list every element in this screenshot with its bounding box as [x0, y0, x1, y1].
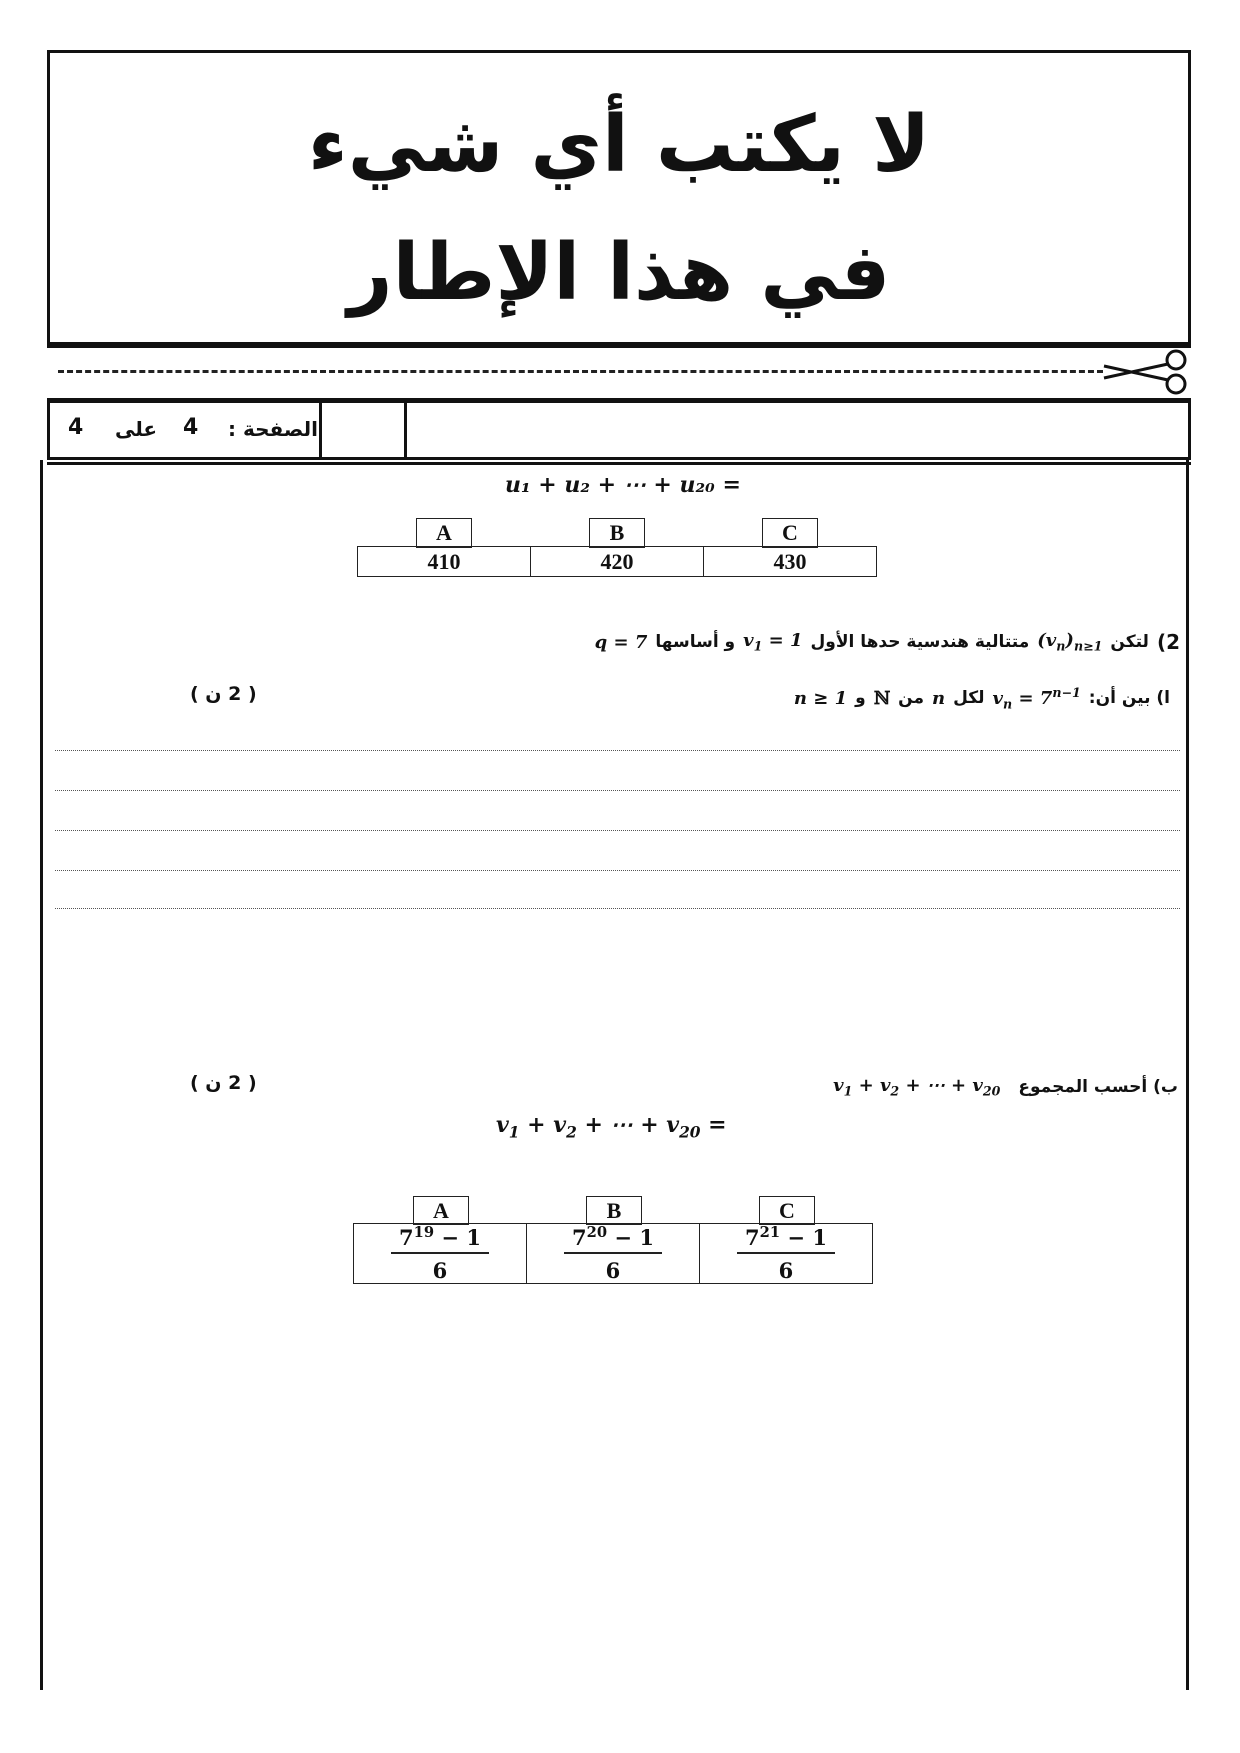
- q1-choice-c-letter[interactable]: C: [762, 518, 818, 548]
- answer-line[interactable]: [55, 870, 1180, 871]
- q2a-and: و: [855, 688, 866, 709]
- q2a-for-all: لكل: [953, 688, 985, 709]
- q1-choice-b-letter[interactable]: B: [589, 518, 645, 548]
- q2b-equals: =: [708, 1112, 727, 1138]
- q1-sum-expression: u₁ + u₂ + ⋯ + u₂₀ =: [505, 472, 741, 498]
- answer-line[interactable]: [55, 830, 1180, 831]
- exponent: 20: [586, 1224, 608, 1241]
- q1-choice-a-value[interactable]: 410: [357, 546, 531, 577]
- numerator: $7^{19} - 1$: [391, 1224, 489, 1254]
- page-label: الصفحة :: [228, 417, 318, 441]
- q2a-n: n: [931, 687, 946, 709]
- q1-choice-c-value[interactable]: 430: [703, 546, 877, 577]
- page-total: 4: [68, 415, 84, 440]
- exponent: 21: [759, 1224, 781, 1241]
- q2a-label: ا) بين أن:: [1088, 688, 1170, 709]
- cut-line: [58, 370, 1103, 373]
- q2b-points: ( 2 ن ): [190, 1072, 257, 1094]
- q2b-choice-b-value[interactable]: [526, 1223, 700, 1284]
- q2-intro-middle: متتالية هندسية حدها الأول: [810, 632, 1030, 652]
- q2b-choice-c-letter[interactable]: C: [759, 1196, 815, 1225]
- fraction: [391, 1224, 489, 1283]
- denominator: 6: [778, 1258, 794, 1283]
- page-of: على: [115, 417, 158, 441]
- q2a-from: من: [898, 688, 924, 709]
- denominator: 6: [605, 1258, 621, 1283]
- q1-choice-a-letter[interactable]: A: [416, 518, 472, 548]
- q2b-choice-c-value[interactable]: [699, 1223, 873, 1284]
- q2-intro-prefix: لتكن: [1110, 632, 1149, 652]
- header-bottom-rule: [47, 342, 1191, 345]
- q2b-sum-expression: [496, 1112, 727, 1141]
- q2b-label: ب) أحسب المجموع: [1018, 1076, 1178, 1097]
- q1-choice-b-value[interactable]: 420: [530, 546, 704, 577]
- q2b-choice-a-value[interactable]: [353, 1223, 527, 1284]
- header-notice-line1: لا يكتب أي شيء: [307, 100, 931, 190]
- minus-one: − 1: [441, 1225, 481, 1250]
- q2a-statement: [794, 685, 1170, 712]
- page-info-frame: [47, 400, 1191, 460]
- main-left-rule: [40, 460, 43, 1690]
- page-info-divider-1: [319, 400, 322, 460]
- q2-sequence-symbol: $(v_n)_{n\ge 1}$: [1037, 630, 1103, 654]
- denominator: 6: [432, 1258, 448, 1283]
- q2a-formula: $v_n = 7^{n-1}$: [992, 685, 1081, 712]
- q2b-sum-lhs: $v_1 + v_2$ + ⋯ + $v_{20}$: [496, 1112, 701, 1142]
- minus-one: − 1: [614, 1225, 654, 1250]
- q2a-condition: n ≥ 1: [793, 687, 848, 709]
- answer-line[interactable]: [55, 908, 1180, 909]
- scissors-icon: [1098, 348, 1194, 400]
- fraction: [737, 1224, 835, 1283]
- q2a-points: ( 2 ن ): [190, 683, 257, 705]
- q2-ratio: q = 7: [594, 631, 648, 653]
- q2b-sum-symbol: $v_1 + v_2$ + ⋯ + $v_{20}$: [833, 1075, 1001, 1099]
- q2a-naturals: ℕ: [873, 687, 891, 709]
- q2-intro: [595, 630, 1180, 654]
- q2b-choice-a-letter[interactable]: A: [413, 1196, 469, 1225]
- page-current: 4: [183, 415, 199, 440]
- main-right-rule: [1186, 460, 1189, 1690]
- page-info-divider-2: [404, 400, 407, 460]
- answer-line[interactable]: [55, 750, 1180, 751]
- numerator: $7^{21} - 1$: [737, 1224, 835, 1254]
- q2-intro-and: و أساسها: [655, 632, 736, 652]
- minus-one: − 1: [787, 1225, 827, 1250]
- q2-first-term: $v_1 = 1$: [743, 630, 803, 654]
- q2-number: 2): [1156, 630, 1180, 654]
- numerator: $7^{20} - 1$: [564, 1224, 662, 1254]
- q2b-choice-b-letter[interactable]: B: [586, 1196, 642, 1225]
- exponent: 19: [413, 1224, 435, 1241]
- main-top-rule: [47, 462, 1191, 465]
- answer-line[interactable]: [55, 790, 1180, 791]
- fraction: [564, 1224, 662, 1283]
- header-notice-line2: في هذا الإطار: [347, 228, 891, 318]
- q2b-statement: [833, 1075, 1178, 1099]
